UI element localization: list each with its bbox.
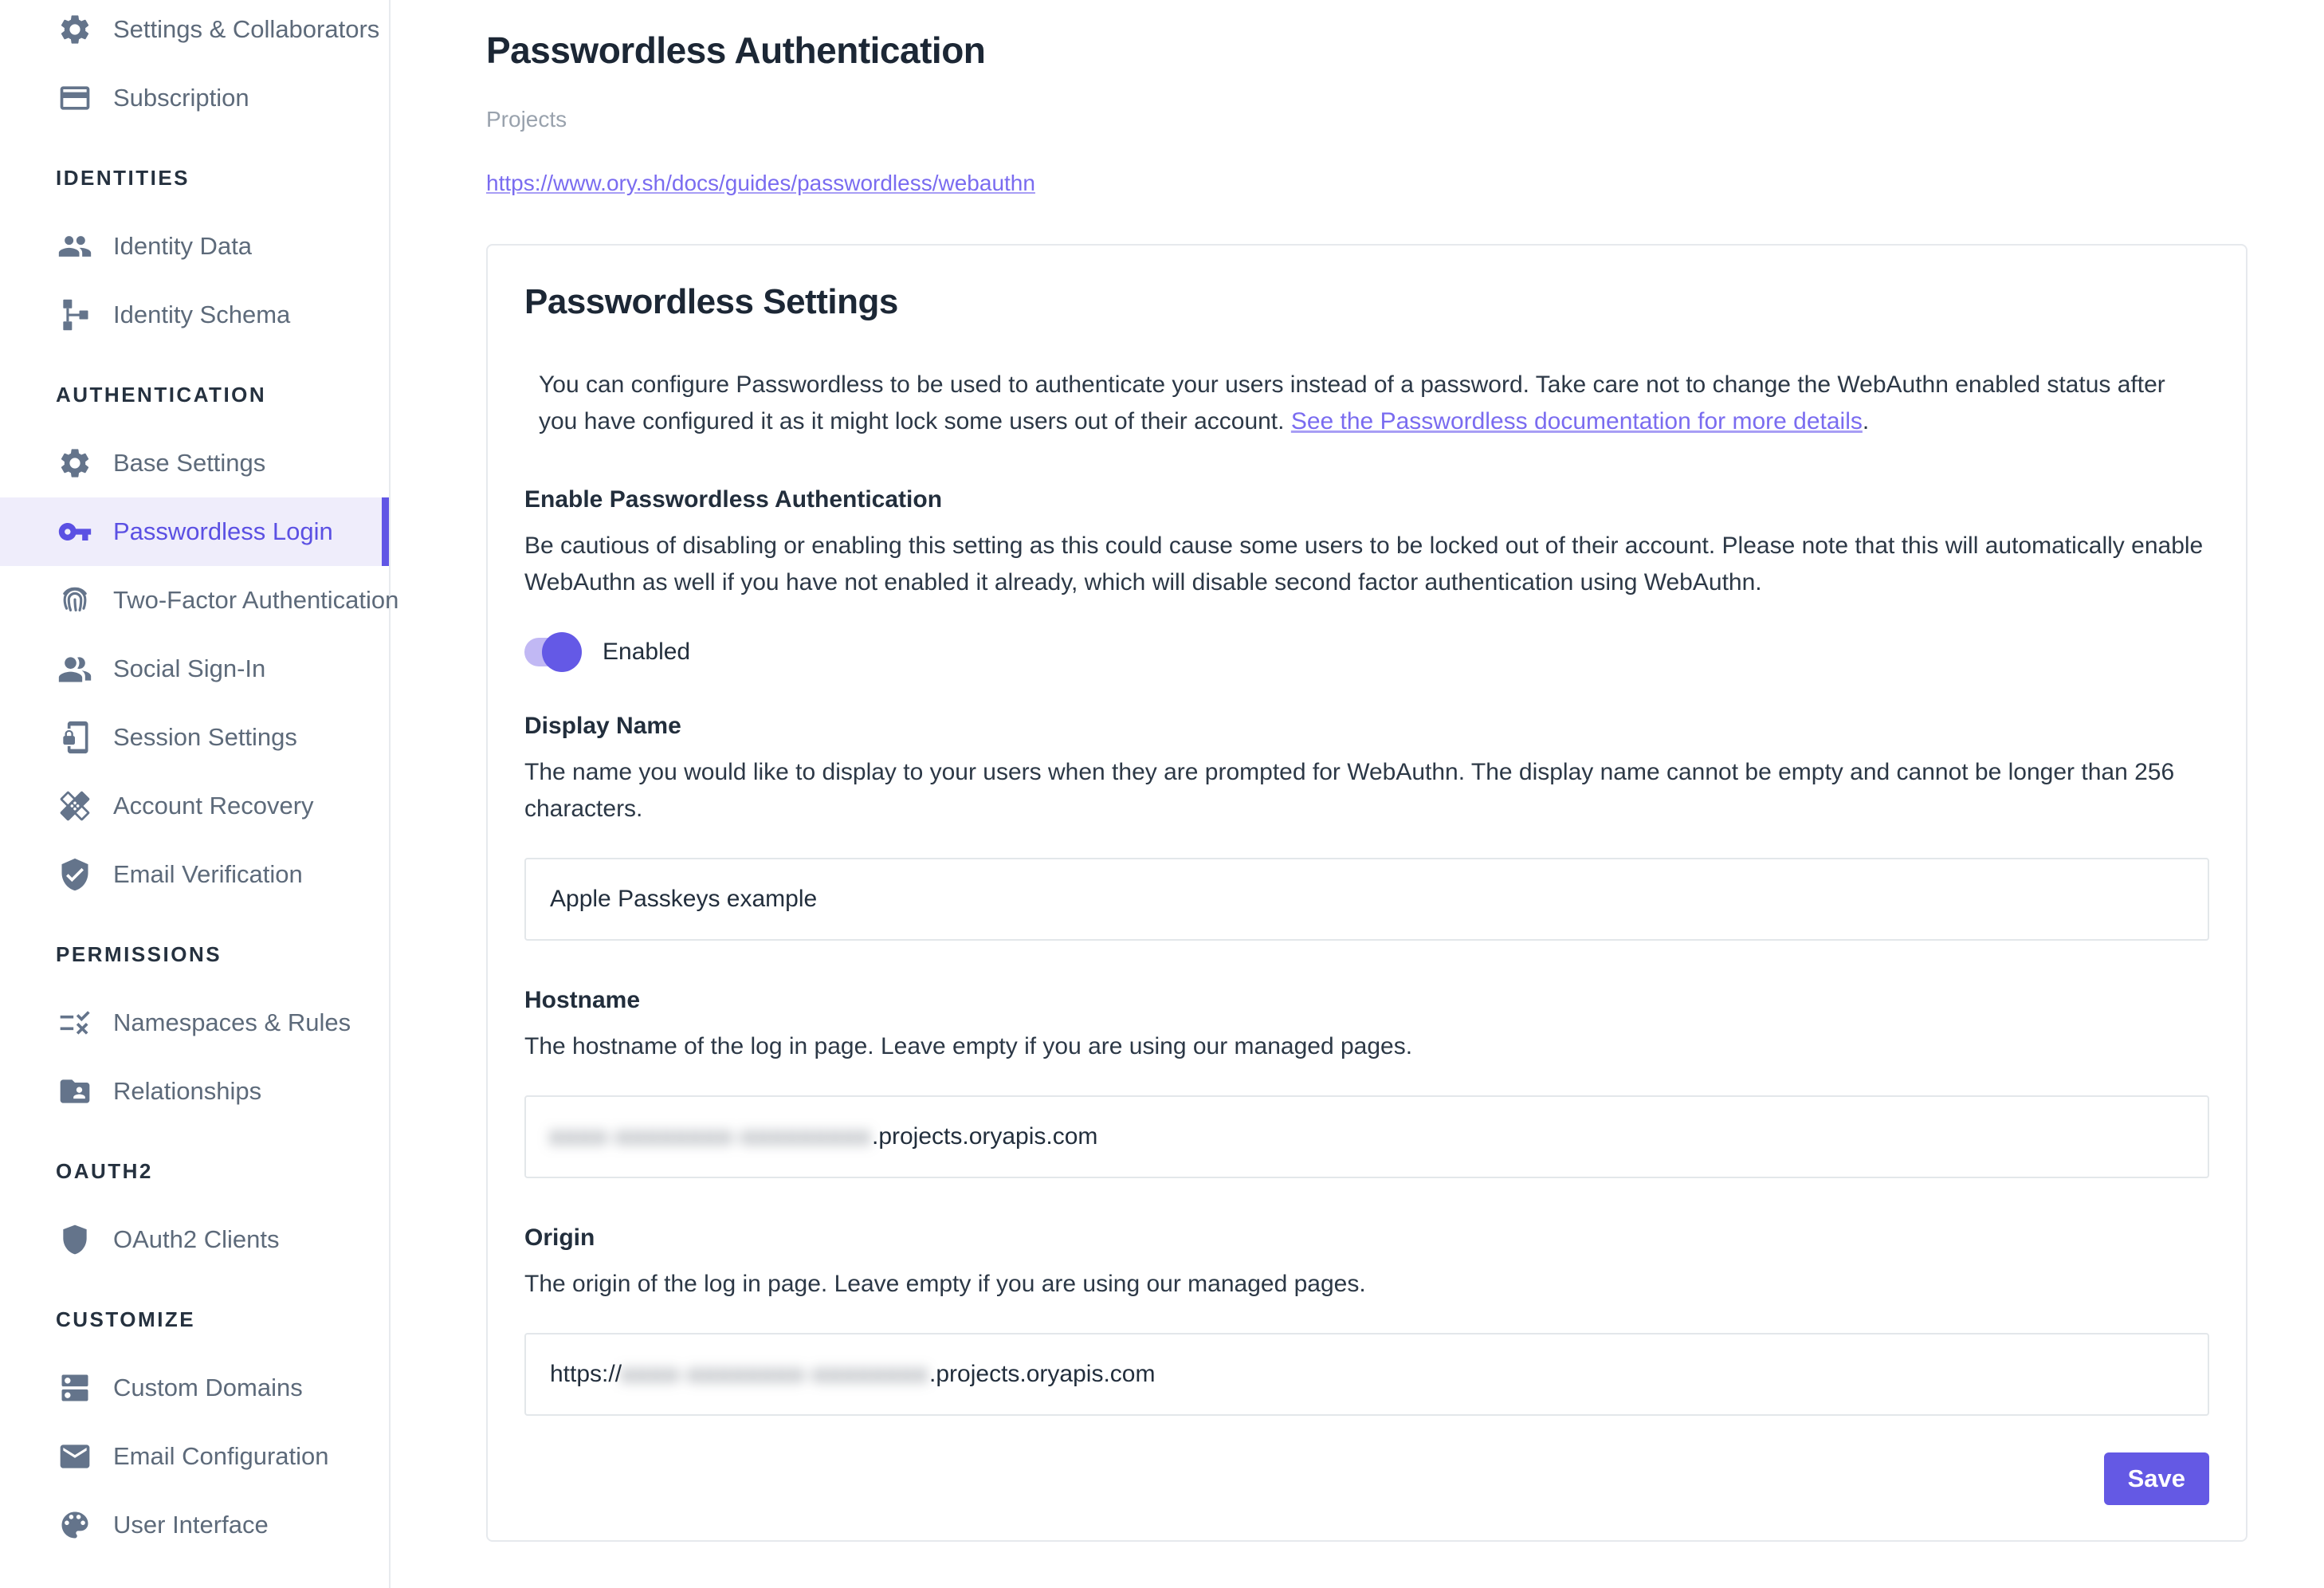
sidebar-item-label: Base Settings: [113, 449, 266, 477]
shield-icon: [56, 1220, 94, 1259]
sidebar: [0, 0, 399, 1588]
save-button[interactable]: Save: [2104, 1452, 2209, 1505]
sidebar-item-label: Identity Schema: [113, 301, 291, 328]
fingerprint-icon: [56, 581, 94, 619]
sidebar-item-relationships[interactable]: [0, 1057, 389, 1126]
people-icon: [56, 227, 94, 265]
enable-passwordless-label: Enable Passwordless Authentication: [524, 486, 943, 513]
redacted-text: xxxx-xxxxxxxx-xxxxxxxxx: [550, 1123, 872, 1150]
sidebar-item-settings-collaborators[interactable]: [0, 0, 389, 64]
display-name-description: The name you would like to display to your users when they are prompted for WebAuthn. The display name cannot be empty and cannot be longer than 256 characters.: [524, 759, 2175, 822]
toggle-knob: [542, 632, 582, 672]
sidebar-item-email-configuration[interactable]: [0, 1422, 389, 1491]
documentation-link[interactable]: https://www.ory.sh/docs/guides/passwordless/webauthn: [486, 171, 1035, 195]
sidebar-item-social-sign-in[interactable]: [0, 635, 389, 703]
origin-suffix: .projects.oryapis.com: [929, 1361, 1156, 1387]
hostname-suffix: .projects.oryapis.com: [871, 1123, 1098, 1150]
sidebar-item-oauth2-clients[interactable]: [0, 1205, 389, 1274]
origin-label: Origin: [524, 1224, 595, 1251]
schema-icon: [56, 296, 94, 334]
sidebar-item-label: Passwordless Login: [113, 517, 333, 545]
intro-text-suffix: .: [1862, 408, 1870, 434]
origin-input[interactable]: [524, 1333, 2209, 1416]
origin-prefix: https://: [550, 1361, 622, 1387]
redacted-text: xxxx-xxxxxxxx-xxxxxxxx: [622, 1361, 930, 1387]
sidebar-item-label: Account Recovery: [113, 792, 314, 820]
sidebar-item-label: Settings & Collaborators: [113, 15, 380, 43]
credit-card-icon: [56, 79, 94, 117]
card-title: Passwordless Settings: [524, 282, 898, 321]
sidebar-item-identity-schema[interactable]: [0, 281, 389, 349]
mail-icon: [56, 1437, 94, 1476]
main-content: [392, 29, 2324, 1542]
sidebar-item-label: Custom Domains: [113, 1374, 303, 1401]
sidebar-item-label: User Interface: [113, 1511, 269, 1539]
sidebar-section-identities: IDENTITIES: [56, 165, 190, 190]
enable-passwordless-description: Be cautious of disabling or enabling this setting as this could cause some users to be locked out of their account. Please note that this will automatically enable WebAuthn as well if you have not enabled it already, which will disable second factor authentication using WebAuthn.: [524, 533, 2204, 596]
sidebar-section-permissions: PERMISSIONS: [56, 941, 222, 966]
display-name-value: Apple Passkeys example: [550, 886, 818, 912]
sidebar-item-email-verification[interactable]: [0, 840, 389, 909]
shield-check-icon: [56, 855, 94, 894]
people-icon: [56, 650, 94, 688]
rule-icon: [56, 1004, 94, 1042]
sidebar-item-label: Email Verification: [113, 860, 303, 888]
sidebar-item-label: Relationships: [113, 1077, 262, 1105]
sidebar-item-account-recovery[interactable]: [0, 772, 389, 840]
display-name-label: Display Name: [524, 713, 681, 739]
key-icon: [56, 513, 94, 551]
sidebar-item-label: Identity Data: [113, 232, 253, 260]
sidebar-item-label: OAuth2 Clients: [113, 1225, 280, 1253]
gear-icon: [56, 10, 94, 49]
healing-icon: [56, 787, 94, 825]
sidebar-nav: [0, 0, 399, 1559]
hostname-label: Hostname: [524, 987, 641, 1013]
phone-lock-icon: [56, 718, 94, 757]
palette-icon: [56, 1506, 94, 1544]
intro-text: [539, 367, 2204, 440]
passwordless-docs-link[interactable]: See the Passwordless documentation for more details: [1290, 408, 1863, 434]
sidebar-item-label: Email Configuration: [113, 1442, 329, 1470]
sidebar-section-authentication: AUTHENTICATION: [56, 382, 267, 407]
hostname-description: The hostname of the log in page. Leave empty if you are using our managed pages.: [524, 1033, 1413, 1059]
sidebar-item-session-settings[interactable]: [0, 703, 389, 772]
sidebar-item-two-factor-authentication[interactable]: [0, 566, 399, 635]
sidebar-item-custom-domains[interactable]: [0, 1354, 389, 1422]
gear-icon: [56, 444, 94, 482]
hostname-input[interactable]: [524, 1095, 2209, 1178]
sidebar-item-base-settings[interactable]: [0, 429, 389, 497]
sidebar-item-label: Social Sign-In: [113, 654, 266, 682]
display-name-input[interactable]: [524, 858, 2209, 941]
passwordless-settings-card: [486, 244, 2247, 1542]
sidebar-item-label: Namespaces & Rules: [113, 1008, 351, 1036]
sidebar-item-user-interface[interactable]: [0, 1491, 389, 1559]
sidebar-item-label: Subscription: [113, 84, 249, 112]
origin-description: The origin of the log in page. Leave empty if you are using our managed pages.: [524, 1271, 1366, 1297]
sidebar-item-label: Two-Factor Authentication: [113, 586, 399, 614]
breadcrumb: Projects: [486, 107, 567, 132]
sidebar-item-identity-data[interactable]: [0, 212, 389, 281]
save-row: [524, 1452, 2209, 1505]
folder-person-icon: [56, 1072, 94, 1110]
passwordless-toggle[interactable]: [524, 638, 577, 666]
page-title: Passwordless Authentication: [486, 29, 986, 71]
enable-toggle-row: [524, 638, 2209, 666]
dns-icon: [56, 1369, 94, 1407]
toggle-label: Enabled: [603, 639, 691, 665]
sidebar-item-label: Session Settings: [113, 723, 297, 751]
sidebar-section-customize: CUSTOMIZE: [56, 1307, 196, 1331]
intro-text-body: You can configure Passwordless to be used to authenticate your users instead of a password. Take care not to change the WebAuthn enabled status after you have configured it as it might lock some users out of their account.: [539, 371, 2165, 434]
sidebar-item-namespaces-rules[interactable]: [0, 989, 389, 1057]
sidebar-item-passwordless-login[interactable]: [0, 497, 389, 566]
sidebar-section-oauth2: OAUTH2: [56, 1158, 153, 1183]
sidebar-item-subscription[interactable]: [0, 64, 389, 132]
